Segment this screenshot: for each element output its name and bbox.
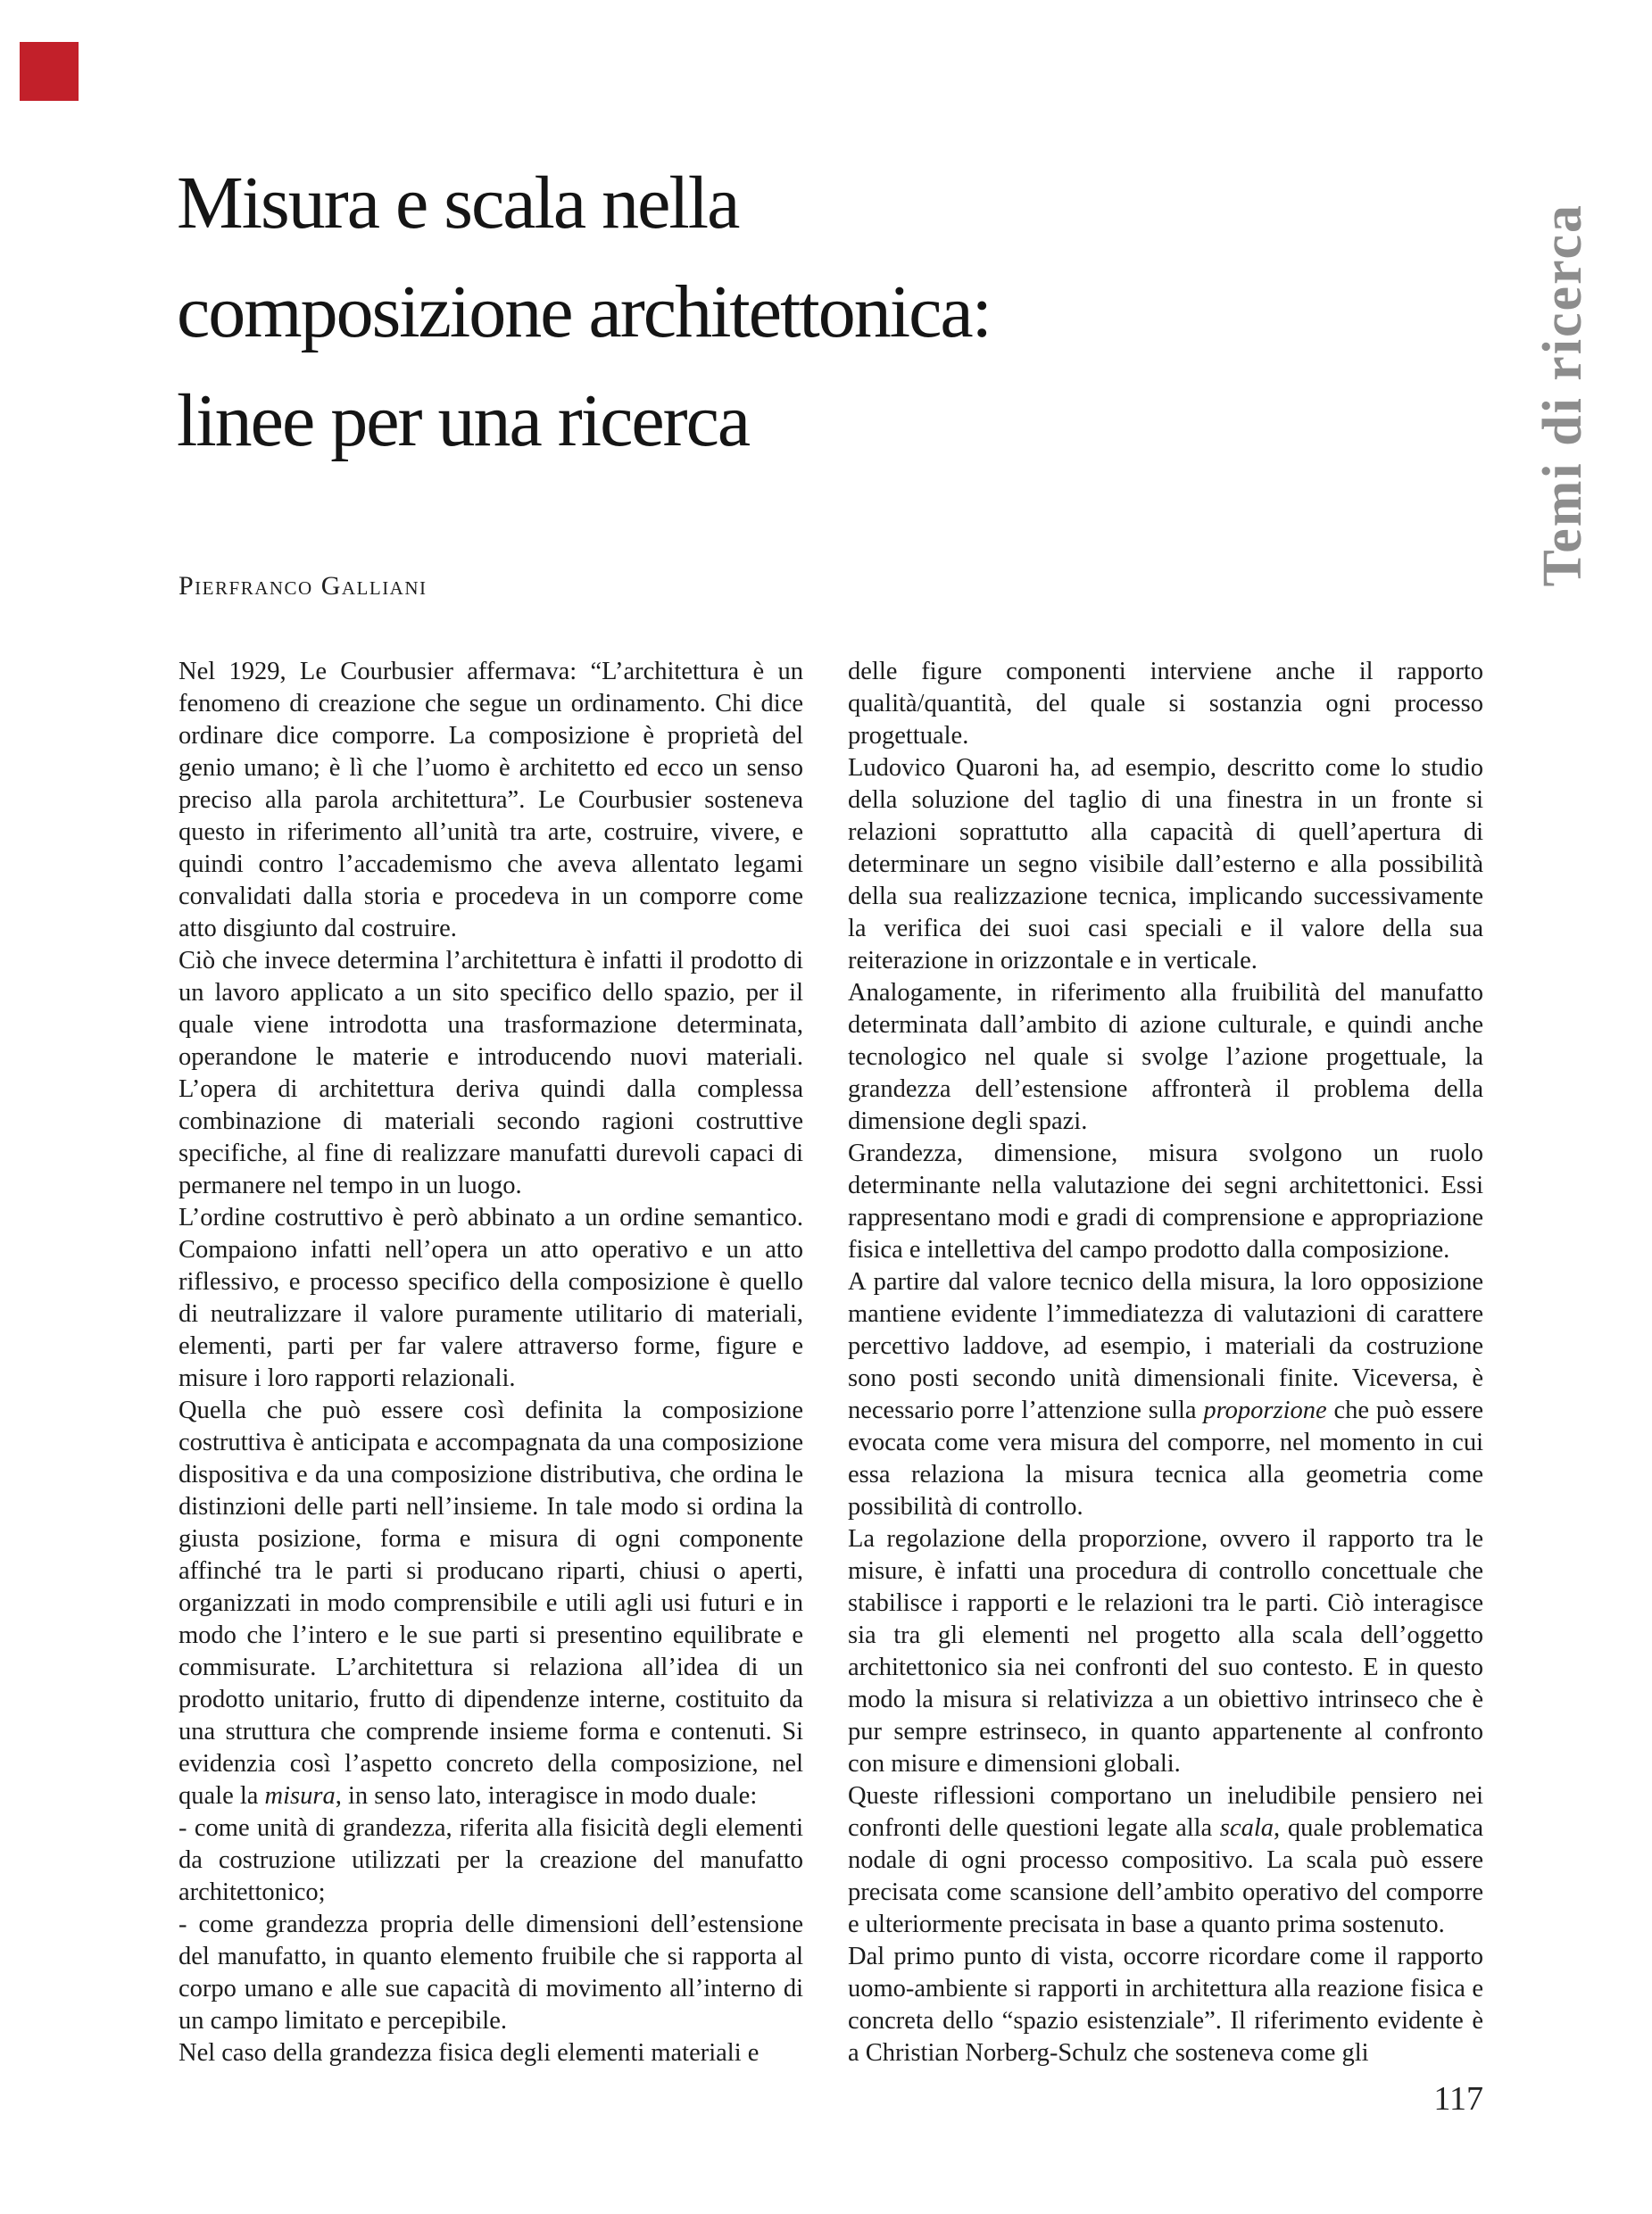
paragraph: L’ordine costruttivo è però abbinato a un ordine semantico. Compaiono infatti nell’opera un atto operativo e un atto riflessivo, e processo specifico della composizione è quello di neutralizzare il valore puramente utilitario di materiali, elementi, parti per far valere attraverso forme, figure e misure i loro rapporti relazionali. <box>178 1204 803 1392</box>
page-number: 117 <box>1433 2080 1483 2118</box>
paragraph: Ciò che invece determina l’architettura è infatti il prodotto di un lavoro applicato a un sito specifico dello spazio, per il quale viene introdotta una trasformazione determinata, operandone le materie e introducendo nuovi materiali. L’opera di architettura deriva quindi dalla complessa combinazione di materiali secondo ragioni costruttive specifiche, al fine di realizzare manufatti durevoli capaci di permanere nel tempo in un luogo. <box>178 947 803 1199</box>
paragraph: Dal primo punto di vista, occorre ricordare come il rapporto uomo-ambiente si rapporti in architettura alla reazione fisica e concreta dello “spazio esistenziale”. Il riferimento evidente è a Christian Norberg-Schulz che sosteneva come gli <box>848 1943 1483 2067</box>
article-right-column <box>848 656 1483 2084</box>
paragraph: Nel caso della grandezza fisica degli elementi materiali e <box>178 2039 760 2067</box>
section-vertical-label: Temi di ricerca <box>1532 203 1593 587</box>
article-title <box>177 149 1337 476</box>
paragraph: - come grandezza propria delle dimensioni dell’estensione del manufatto, in quanto elemento fruibile che si rapporta al corpo umano e alle sue capacità di movimento all’interno di un campo limitato e percepibile. <box>178 1911 803 2035</box>
paragraph: Nel 1929, Le Courbusier affermava: “L’architettura è un fenomeno di creazione che segue un ordinamento. Chi dice ordinare dice comporre. La composizione è proprietà del genio umano; è lì che l’uomo è architetto ed ecco un senso preciso alla parola architettura”. Le Courbusier sosteneva questo in riferimento all’unità tra arte, costruire, vivere, e quindi contro l’accademismo che aveva allentato legami convalidati dalla storia e procedeva in un comporre come atto disgiunto dal costruire. <box>178 658 803 942</box>
article-left-column <box>178 656 803 2084</box>
paragraph: Queste riflessioni comportano un ineludibile pensiero nei confronti delle questioni legate alla scala, quale problematica nodale di ogni processo compositivo. La scala può essere precisata come scansione dell’ambito operativo del comporre e ulteriormente precisata in base a quanto prima sostenuto. <box>848 1782 1483 1938</box>
paragraph: A partire dal valore tecnico della misura, la loro opposizione mantiene evidente l’immediatezza di valutazioni di carattere percettivo laddove, ad esempio, i materiali da costruzione sono posti secondo unità dimensionali finite. Viceversa, è necessario porre l’attenzione sulla proporzione che può essere evocata come vera misura del comporre, nel momento in cui essa relaziona la misura tecnica alla geometria come possibilità di controllo. <box>848 1268 1483 1521</box>
author-name: Pierfranco Galliani <box>178 571 428 601</box>
paragraph: - come unità di grandezza, riferita alla fisicità degli elementi da costruzione utilizzati per la creazione del manufatto architettonico; <box>178 1814 803 1906</box>
italic-term: proporzione <box>1203 1397 1327 1424</box>
paragraph: Grandezza, dimensione, misura svolgono un ruolo determinante nella valutazione dei segni architettonici. Essi rappresentano modi e gradi di comprensione e appropriazione fisica e intellettiva del campo prodotto dalla composizione. <box>848 1140 1483 1264</box>
paragraph: Ludovico Quaroni ha, ad esempio, descritto come lo studio della soluzione del taglio di una finestra in un fronte si relazioni soprattutto alla capacità di quell’apertura di determinare un segno visibile dall’esterno e alla possibilità della sua realizzazione tecnica, implicando successivamente la verifica dei suoi casi speciali e il valore della sua reiterazione in orizzontale e in verticale. <box>848 754 1483 974</box>
paragraph: La regolazione della proporzione, ovvero il rapporto tra le misure, è infatti una procedura di controllo concettuale che stabilisce i rapporti e le relazioni tra le parti. Ciò interagisce sia tra gli elementi nel progetto alla scala dell’oggetto architettonico sia nei confronti del suo contesto. E in questo modo la misura si relativizza a un obiettivo intrinseco che è pur sempre estrinseco, in quanto appartenente al confronto con misure e dimensioni globali. <box>848 1525 1483 1778</box>
article-title-line: Misura e scala nella <box>177 162 739 245</box>
paragraph: Quella che può essere così definita la composizione costruttiva è anticipata e accompagnata da una composizione dispositiva e da una composizione distributiva, che ordina le distinzioni delle parti nell’insieme. In tale modo si ordina la giusta posizione, forma e misura di ogni componente affinché tra le parti si producano riparti, chiusi o aperti, organizzati in modo comprensibile e utili agli usi futuri e in modo che l’intero e le sue parti si presentino equilibrate e commisurate. L’architettura si relaziona all’idea di un prodotto unitario, frutto di dipendenze interne, costituito da una struttura che comprende insieme forma e contenuti. Si evidenzia così l’aspetto concreto della composizione, nel quale la misura, in senso lato, interagisce in modo duale: <box>178 1397 803 1810</box>
paragraph: Analogamente, in riferimento alla fruibilità del manufatto determinata dall’ambito di azione culturale, e quindi anche tecnologico nel quale si svolge l’azione progettuale, la grandezza dell’estensione affronterà il problema della dimensione degli spazi. <box>848 979 1483 1135</box>
article-title-line: composizione architettonica: <box>177 270 991 353</box>
section-color-marker <box>20 42 79 101</box>
article-title-line: linee per una ricerca <box>177 379 750 462</box>
paragraph: delle figure componenti interviene anche il rapporto qualità/quantità, del quale si sostanzia ogni processo progettuale. <box>848 658 1483 750</box>
italic-term: misura <box>264 1782 336 1810</box>
italic-term: scala <box>1219 1814 1274 1842</box>
